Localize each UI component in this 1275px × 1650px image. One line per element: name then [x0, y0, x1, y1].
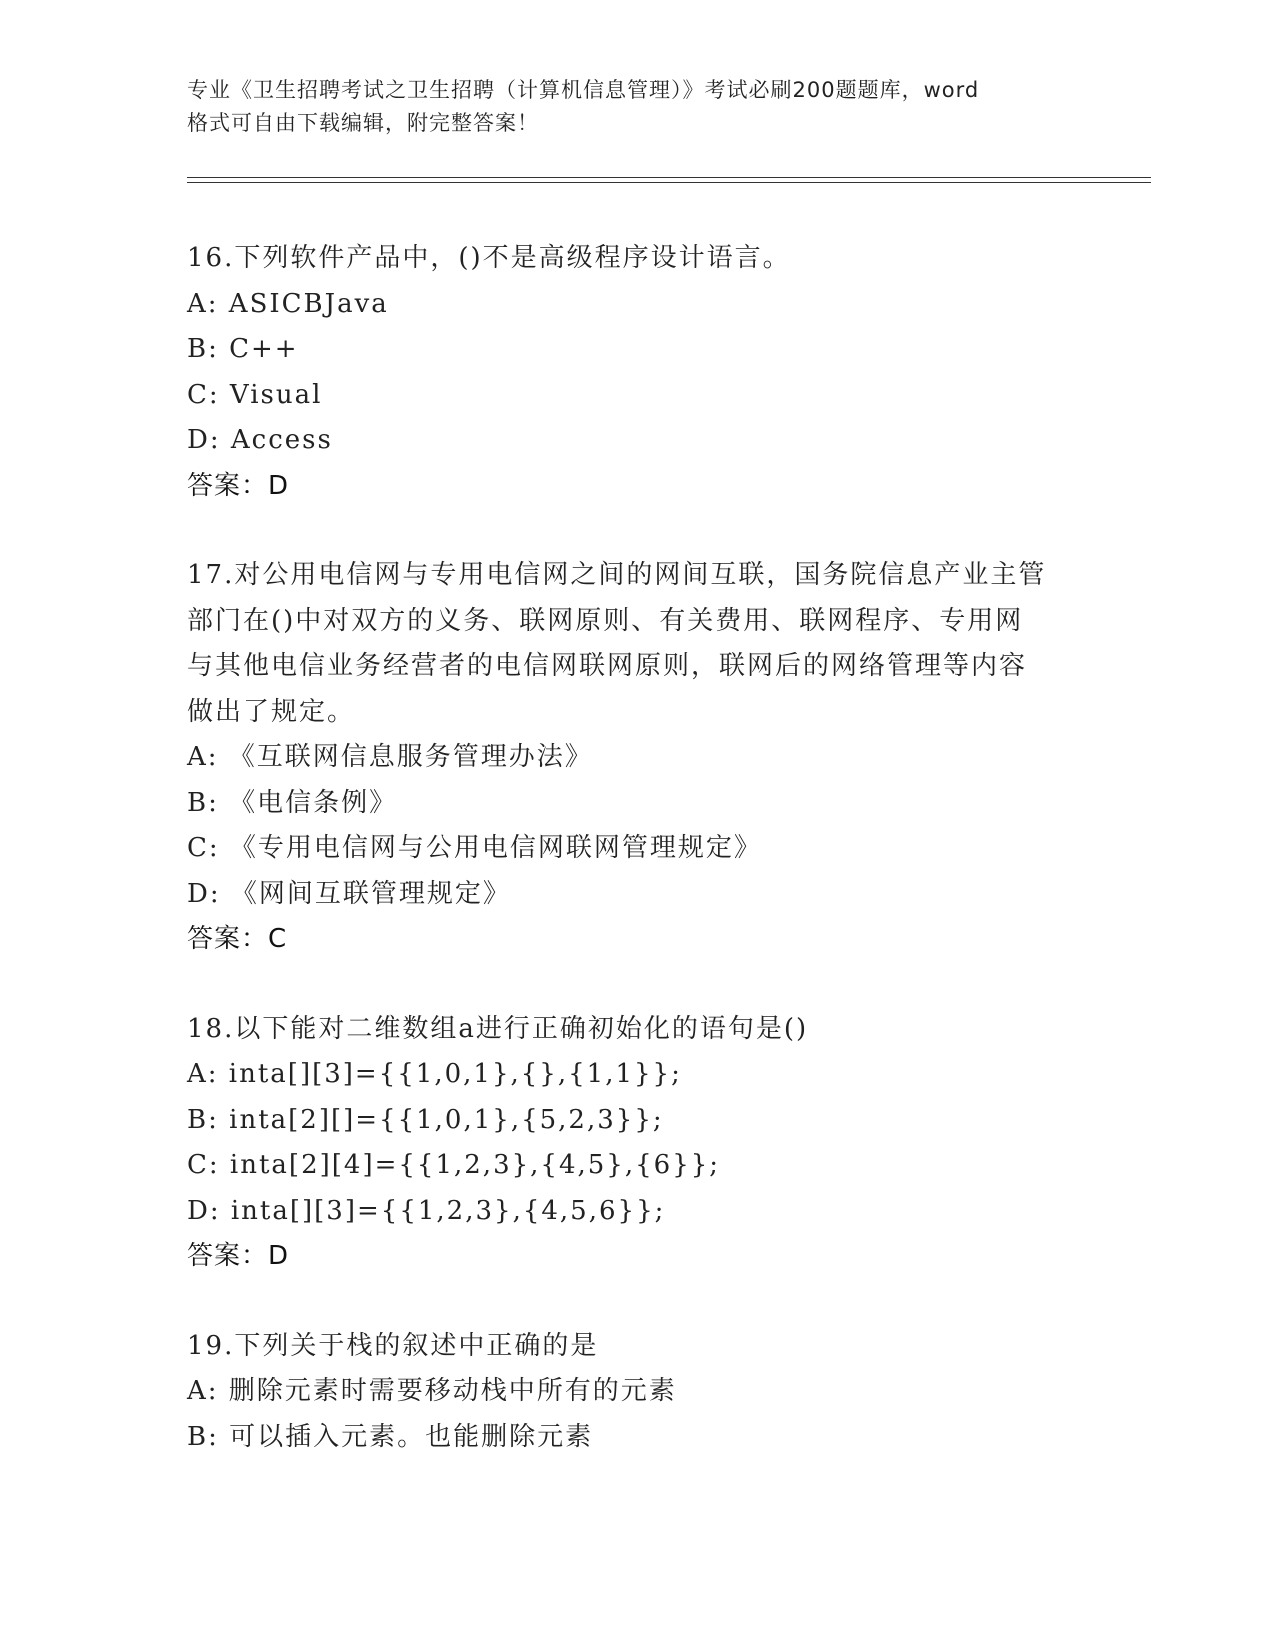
answer-option: D: Access	[187, 425, 333, 455]
answer-option: A: ASICBJava	[187, 288, 389, 319]
answer-option: C: Visual	[187, 379, 323, 410]
answer-option: B: 《电信条例》	[187, 787, 398, 818]
question-list	[187, 236, 1087, 1504]
answer-option: C: inta[2][4]={{1,2,3},{4,5},{6}};	[187, 1150, 721, 1180]
question-block	[187, 1324, 1087, 1461]
answer-option: A: 删除元素时需要移动栈中所有的元素	[187, 1376, 677, 1406]
question-text: 19.下列关于栈的叙述中正确的是	[187, 1330, 599, 1361]
question-block	[187, 553, 1087, 963]
answer-key: 答案：D	[187, 470, 290, 501]
answer-option: B: C++	[187, 334, 299, 364]
header-line-1: 专业《卫生招聘考试之卫生招聘（计算机信息管理）》考试必刷200题题库，word	[187, 78, 980, 102]
answer-option: A: 《互联网信息服务管理办法》	[187, 742, 593, 772]
answer-key: 答案：C	[187, 924, 288, 954]
question-text: 部门在()中对双方的义务、联网原则、有关费用、联网程序、专用网	[187, 605, 1024, 636]
answer-key: 答案：D	[187, 1241, 290, 1271]
answer-option: D: inta[][3]={{1,2,3},{4,5,6}};	[187, 1195, 666, 1226]
answer-option: D: 《网间互联管理规定》	[187, 878, 511, 909]
question-text: 17.对公用电信网与专用电信网之间的网间互联，国务院信息产业主管	[187, 560, 1047, 590]
header-line-2: 格式可自由下载编辑，附完整答案！	[187, 111, 539, 135]
answer-option: C: 《专用电信网与公用电信网联网管理规定》	[187, 833, 762, 863]
question-text: 16.下列软件产品中，()不是高级程序设计语言。	[187, 243, 791, 273]
question-text: 与其他电信业务经营者的电信网联网原则，联网后的网络管理等内容	[187, 651, 1028, 681]
answer-option: A: inta[][3]={{1,0,1},{},{1,1}};	[187, 1059, 682, 1089]
header-divider-bottom	[187, 182, 1151, 183]
question-block	[187, 236, 1087, 509]
document-header	[187, 74, 1087, 140]
question-text: 做出了规定。	[187, 696, 356, 727]
answer-option: B: 可以插入元素。也能删除元素	[187, 1421, 594, 1452]
question-block	[187, 1007, 1087, 1280]
question-text: 18.以下能对二维数组a进行正确初始化的语句是()	[187, 1013, 809, 1044]
answer-option: B: inta[2][]={{1,0,1},{5,2,3}};	[187, 1104, 664, 1135]
header-divider-top	[187, 177, 1151, 178]
